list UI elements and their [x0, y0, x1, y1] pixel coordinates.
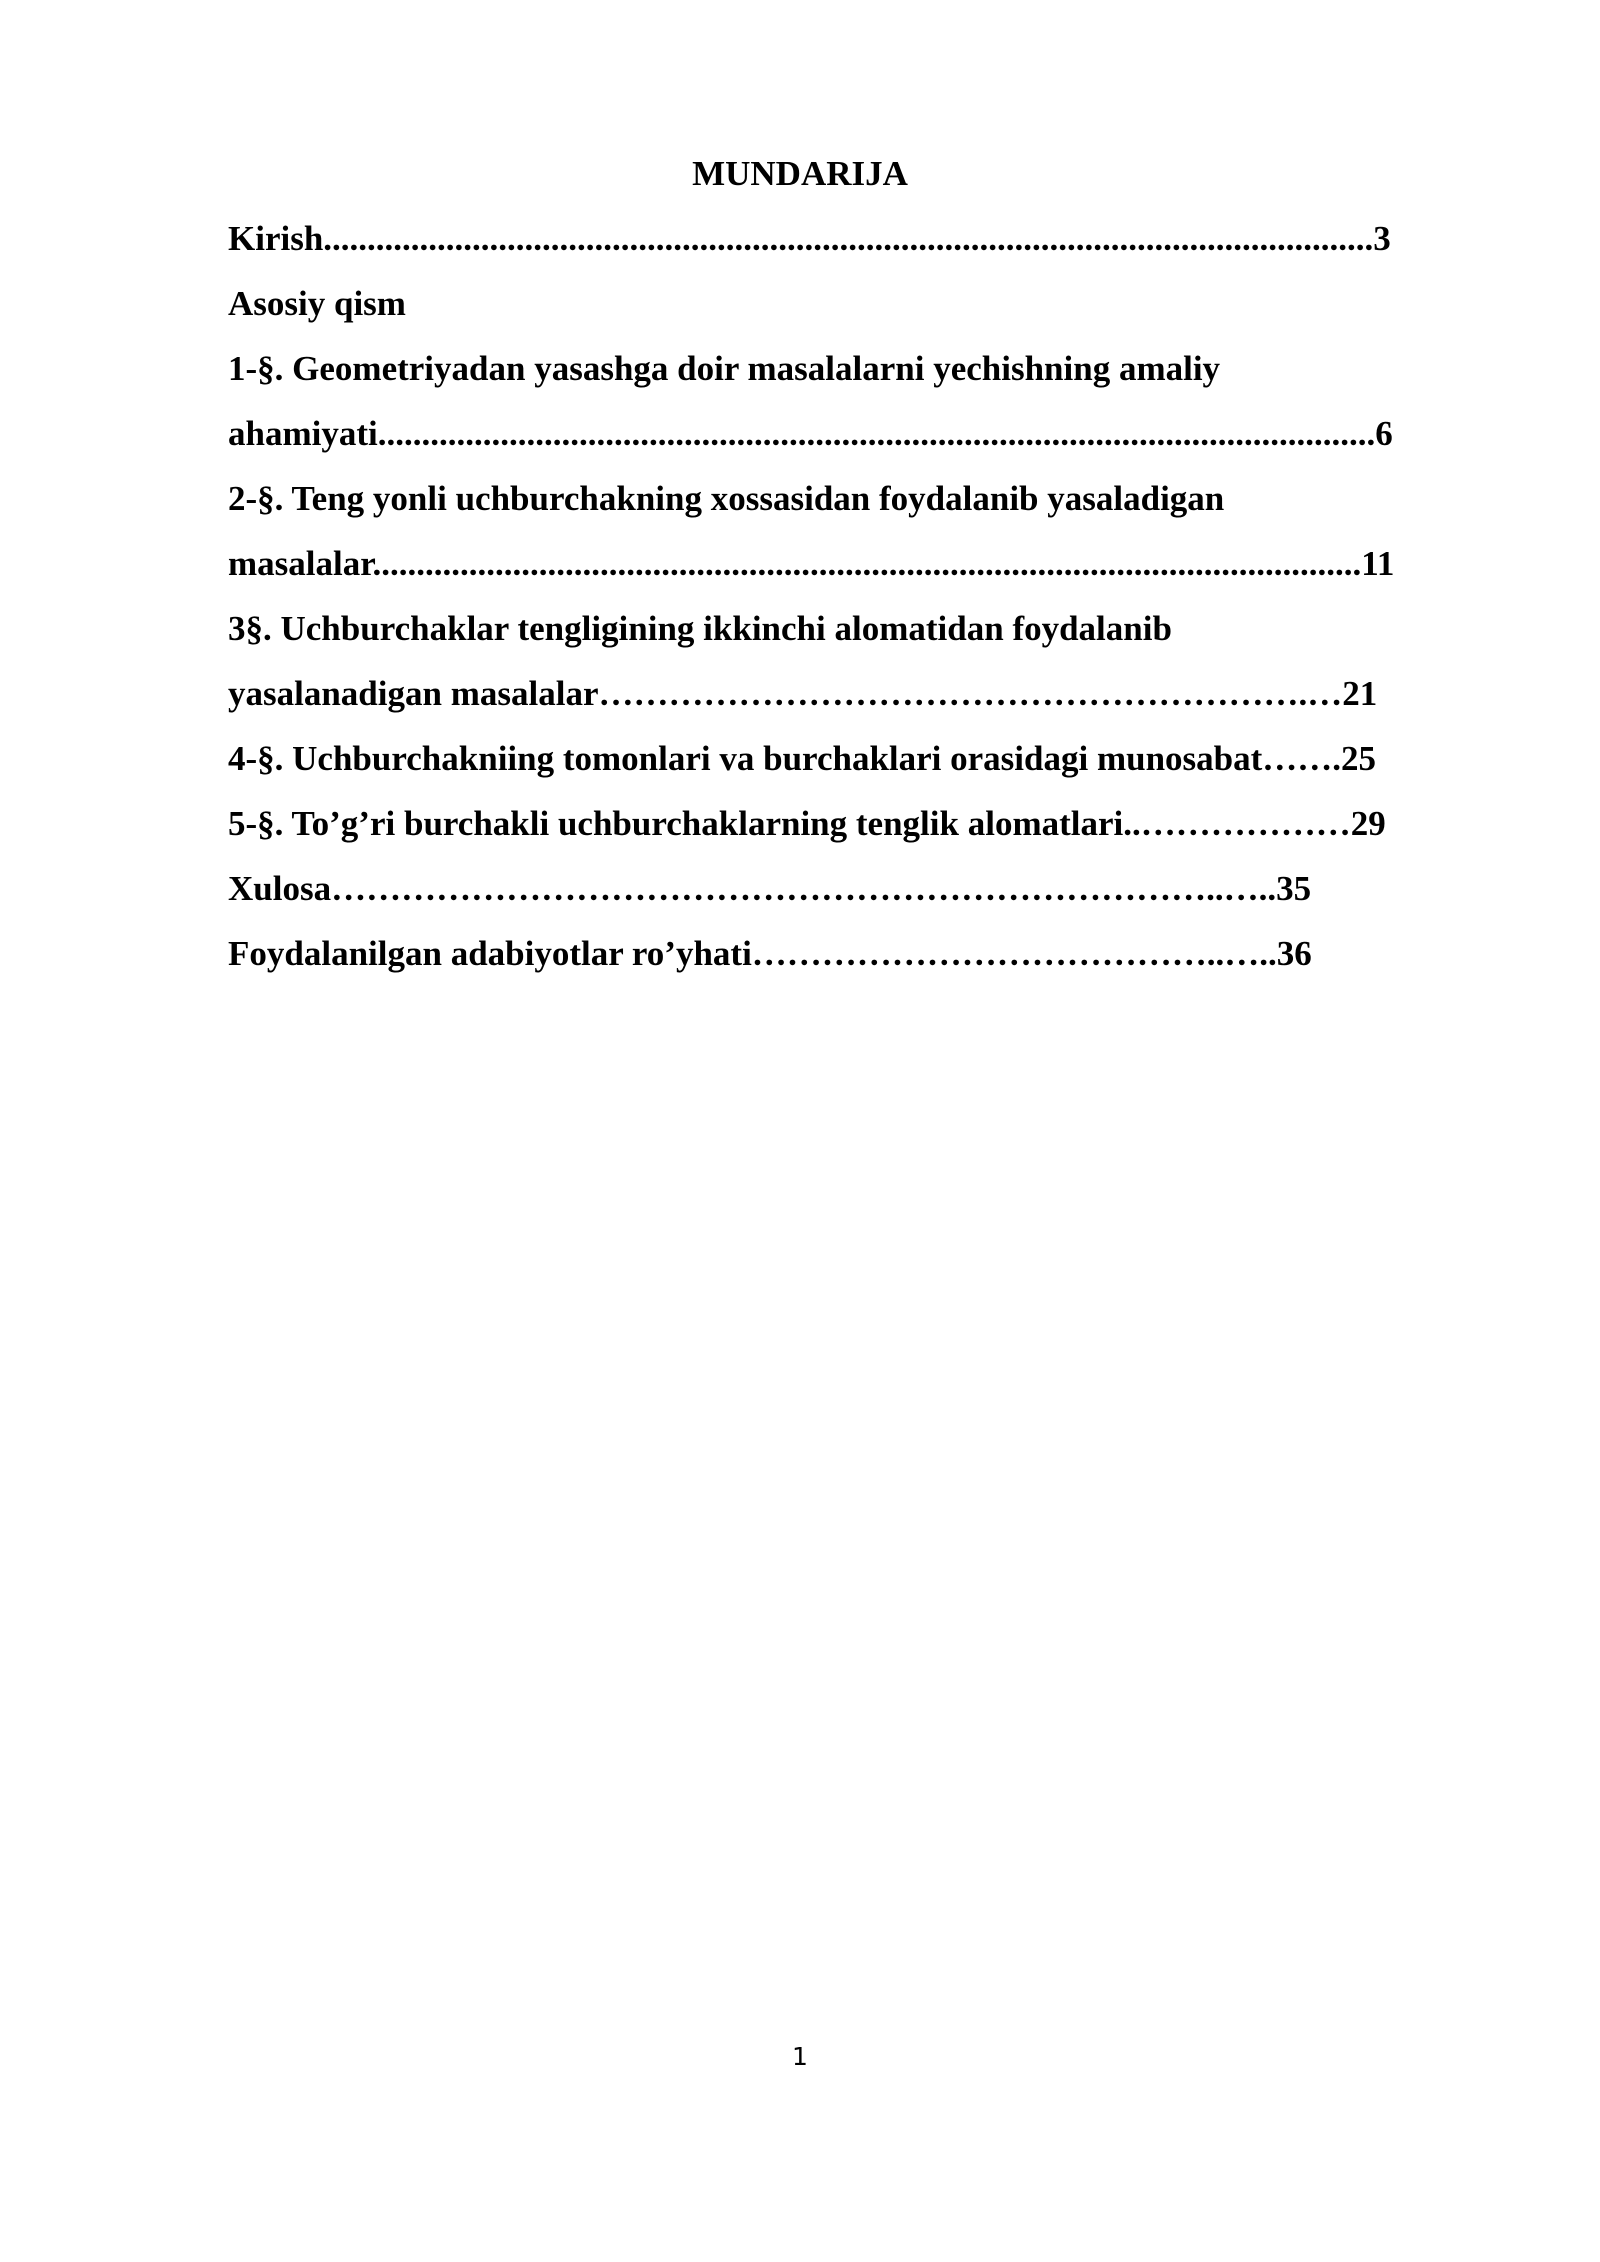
toc-line-section-1-continued: ahamiyati..................................................................................................................6 — [228, 414, 1393, 453]
toc-line-section-1-title: 1-§. Geometriyadan yasashga doir masalalarni yechishning amaliy — [228, 349, 1221, 388]
toc-line-section-2-title: 2-§. Teng yonli uchburchakning xossasidan foydalanib yasaladigan — [228, 479, 1225, 518]
toc-line-section-2-continued: masalalar.................................................................................................................11 — [228, 544, 1395, 583]
toc-line-kirish: Kirish........................................................................................................................3 — [228, 219, 1391, 258]
toc-line-asosiy-qism: Asosiy qism — [228, 284, 406, 323]
toc-line-section-4: 4-§. Uchburchakniing tomonlari va burchaklari orasidagi munosabat…….25 — [228, 739, 1377, 778]
toc-line-section-3-title: 3§. Uchburchaklar tengligining ikkinchi alomatidan foydalanib — [228, 609, 1172, 648]
toc-line-adabiyotlar: Foydalanilgan adabiyotlar ro’yhati…………………………………..…..36 — [228, 934, 1312, 973]
toc-line-xulosa: Xulosa…………………………………………………………………..…..35 — [228, 869, 1312, 908]
page-number: 1 — [792, 2042, 808, 2071]
toc-line-section-5: 5-§. To’g’ri burchakli uchburchaklarning tenglik alomatlari..………………29 — [228, 804, 1386, 843]
page-title: MUNDARIJA — [692, 154, 908, 193]
toc-line-section-3-continued: yasalanadigan masalalar…………………………………………………….…21 — [228, 674, 1378, 713]
